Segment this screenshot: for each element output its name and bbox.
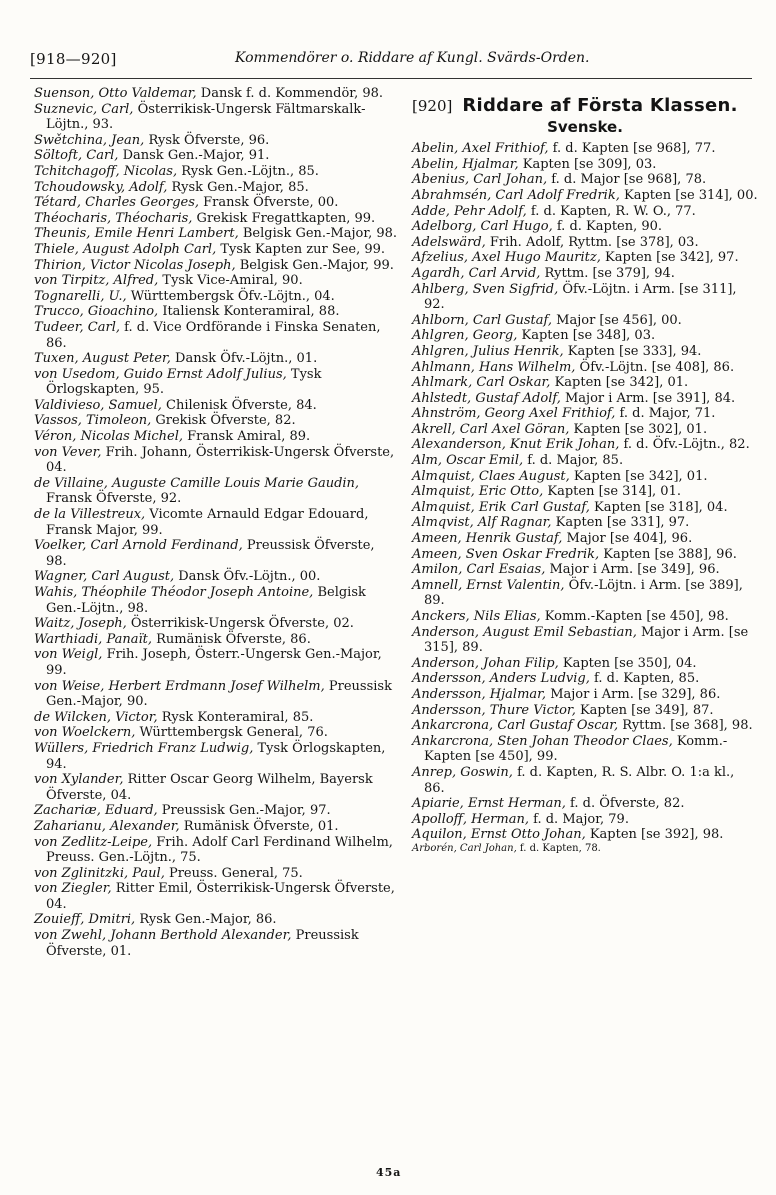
entry-detail: Kapten [se 350], 04. <box>558 655 697 671</box>
entry-name: Véron, Nicolas Michel, <box>34 429 184 445</box>
register-entry <box>34 928 398 959</box>
entry-detail: Dansk Gen.-Major, 91. <box>118 148 270 164</box>
section-number: [920] <box>412 97 453 115</box>
register-entry <box>412 406 758 422</box>
register-entry <box>412 391 758 407</box>
register-entry <box>34 242 398 258</box>
entry-name: Anderson, August Emil Sebastian, <box>412 624 637 640</box>
register-entry <box>34 320 398 351</box>
entry-name: Apolloff, Herman, <box>412 811 529 827</box>
entry-name: Wahis, Théophile Théodor Joseph Antoine, <box>34 585 314 600</box>
register-entry <box>412 687 758 703</box>
entry-detail: Preussisk Gen.-Major, 97. <box>157 803 331 819</box>
entry-detail: Kapten [se 318], 04. <box>589 499 728 515</box>
entry-detail: f. d. Vice Ordförande i Finska Senaten, 86. <box>46 319 381 351</box>
entry-detail: Dansk f. d. Kommendör, 98. <box>196 86 384 101</box>
entry-detail: Österrikisk-Ungersk Öfverste, 02. <box>126 616 354 632</box>
entry-detail: f. d. Kapten [se 968], 77. <box>548 141 716 157</box>
register-entry <box>412 671 758 687</box>
entry-name: Ahlgren, Georg, <box>412 328 518 344</box>
register-entry <box>34 367 398 398</box>
entry-name: Zachariæ, Eduard, <box>34 803 158 819</box>
register-entry <box>34 912 398 928</box>
entry-name: Amnell, Ernst Valentin, <box>412 577 565 593</box>
register-entry <box>412 282 758 313</box>
entry-detail: Rysk Gen.-Major, 85. <box>167 179 309 195</box>
entry-name: von Woelckern, <box>34 725 136 741</box>
entry-detail: Tysk Örlogskapten, 94. <box>46 740 386 772</box>
register-entry <box>412 437 758 453</box>
entry-name: Tuxen, August Peter, <box>34 351 171 367</box>
register-entry <box>34 616 398 632</box>
entry-detail: Rumänisk Öfverste, 86. <box>152 631 311 647</box>
register-entry <box>412 344 758 360</box>
register-entry <box>412 625 758 656</box>
register-entry <box>34 819 398 835</box>
register-entry <box>412 609 758 625</box>
entry-detail: f. d. Öfverste, 82. <box>565 796 685 812</box>
entry-detail: Chilenisk Öfverste, 84. <box>161 397 317 413</box>
entry-name: Swětchina, Jean, <box>34 132 145 148</box>
entry-name: von Ziegler, <box>34 881 112 897</box>
entry-name: Agardh, Carl Arvid, <box>412 265 541 281</box>
entry-name: Ahlberg, Sven Sigfrid, <box>412 281 559 297</box>
entry-name: Apiarie, Ernst Herman, <box>412 796 566 812</box>
entry-detail: Kapten [se 342], 01. <box>550 375 689 391</box>
entry-detail: f. d. Major, 71. <box>615 406 716 422</box>
entry-name: Aquilon, Ernst Otto Johan, <box>412 827 586 843</box>
entry-name: Almquist, Eric Otto, <box>412 484 544 500</box>
entry-name: Zaharianu, Alexander, <box>34 818 180 834</box>
entry-detail: Belgisk Gen.-Löjtn., 98. <box>46 585 366 616</box>
entry-name: Almquist, Claes August, <box>412 468 570 484</box>
register-entry <box>412 235 758 251</box>
entry-detail: f. d. Major [se 968], 78. <box>547 172 707 188</box>
register-entry <box>412 843 758 855</box>
register-entry <box>412 422 758 438</box>
entry-detail: Kapten [se 331], 97. <box>551 515 690 531</box>
register-entry <box>412 266 758 282</box>
register-entry <box>412 796 758 812</box>
register-entry <box>34 835 398 866</box>
entry-detail: Rysk Öfverste, 96. <box>144 132 270 148</box>
entry-detail: f. d. Kapten, R. S. Albr. O. 1:a kl., 86. <box>424 764 735 796</box>
entry-name: Anderson, Johan Filip, <box>412 655 559 671</box>
entry-name: Thiele, August Adolph Carl, <box>34 241 217 257</box>
entry-name: Ahlmann, Hans Wilhelm, <box>412 359 576 375</box>
entry-name: Waitz, Joseph, <box>34 616 127 632</box>
entry-detail: Dansk Öfv.-Löjtn., 01. <box>170 351 318 367</box>
register-entry <box>34 569 398 585</box>
entry-detail: Tysk Örlogskapten, 95. <box>46 366 322 398</box>
entry-name: von Usedom, Guido Ernst Adolf Julius, <box>34 366 287 382</box>
entry-detail: Kapten [se 348], 03. <box>517 328 656 344</box>
register-entry <box>412 515 758 531</box>
entry-name: Ahnström, Georg Axel Frithiof, <box>412 406 616 422</box>
register-entry <box>412 141 758 157</box>
entry-detail: f. d. Major, 85. <box>523 453 624 469</box>
register-entry <box>412 656 758 672</box>
entry-name: Alexanderson, Knut Erik Johan, <box>412 437 620 453</box>
register-entry <box>412 313 758 329</box>
entry-detail: Preussisk Öfverste, 98. <box>46 538 375 569</box>
entry-detail: Frih. Adolf Carl Ferdinand Wilhelm, Preuss. Gen.-Löjtn., 75. <box>46 834 393 866</box>
register-entry <box>412 204 758 220</box>
entry-detail: Preussisk Öfverste, 01. <box>46 928 359 959</box>
entry-name: Thirion, Victor Nicolas Joseph, <box>34 257 236 273</box>
entry-detail: Rysk Gen.-Major, 86. <box>135 912 277 928</box>
register-entry <box>34 351 398 367</box>
right-entries <box>412 141 758 855</box>
register-entry <box>34 632 398 648</box>
register-entry <box>34 289 398 305</box>
entry-detail: Kapten [se 302], 01. <box>569 421 708 437</box>
entry-detail: Komm.-Kapten [se 450], 99. <box>424 733 728 765</box>
entry-detail: Major i Arm. [se 349], 96. <box>545 562 720 578</box>
register-entry <box>34 226 398 242</box>
page-range: [918—920] <box>30 50 117 68</box>
register-entry <box>412 812 758 828</box>
entry-detail: Grekisk Öfverste, 82. <box>151 413 296 429</box>
entry-name: Andersson, Anders Ludvig, <box>412 671 590 687</box>
entry-name: Theunis, Emile Henri Lambert, <box>34 226 239 242</box>
entry-name: von Weigl, <box>34 647 103 663</box>
left-column <box>34 86 398 959</box>
entry-detail: f. d. Öfv.-Löjtn., 82. <box>619 437 750 453</box>
register-entry <box>412 328 758 344</box>
register-entry <box>34 86 398 102</box>
entry-name: von Zwehl, Johann Berthold Alexander, <box>34 928 292 944</box>
entry-name: Arborén, Carl Johan, <box>412 842 517 854</box>
register-entry <box>34 413 398 429</box>
register-entry <box>34 180 398 196</box>
entry-detail: Württembergsk General, 76. <box>135 725 328 741</box>
entry-name: Ameen, Henrik Gustaf, <box>412 531 563 547</box>
entry-detail: Öfv.-Löjtn. i Arm. [se 389], 89. <box>424 577 743 609</box>
entry-detail: Kapten [se 342], 01. <box>569 468 708 484</box>
entry-detail: Österrikisk-Ungersk Fältmarskalk-Löjtn., 93. <box>46 101 366 133</box>
register-entry <box>34 585 398 616</box>
entry-name: Andersson, Thure Victor, <box>412 702 576 718</box>
entry-detail: f. d. Major, 79. <box>528 811 629 827</box>
register-entry <box>412 172 758 188</box>
header-rule <box>30 78 752 79</box>
entry-name: Abenius, Carl Johan, <box>412 172 548 188</box>
entry-detail: Fransk Öfverste, 92. <box>46 491 182 507</box>
entry-detail: Fransk Öfverste, 00. <box>199 195 339 211</box>
entry-detail: Kapten [se 342], 97. <box>600 250 739 266</box>
entry-name: Zouieff, Dmitri, <box>34 912 136 928</box>
entry-name: Voelker, Carl Arnold Ferdinand, <box>34 538 243 554</box>
register-entry <box>412 500 758 516</box>
entry-name: Vassos, Timoleon, <box>34 413 152 429</box>
entry-name: Alm, Oscar Emil, <box>412 453 524 469</box>
register-entry <box>412 375 758 391</box>
entry-name: Ahlstedt, Gustaf Adolf, <box>412 390 561 406</box>
entry-detail: Öfv.-Löjtn. i Arm. [se 311], 92. <box>424 281 737 313</box>
entry-detail: Major i Arm. [se 391], 84. <box>560 390 736 406</box>
register-entry <box>34 398 398 414</box>
entry-name: Suenson, Otto Valdemar, <box>34 86 197 101</box>
register-entry <box>412 157 758 173</box>
entry-detail: Ryttm. [se 368], 98. <box>618 718 753 734</box>
register-entry <box>412 578 758 609</box>
register-entry <box>34 164 398 180</box>
entry-name: von Zedlitz-Leipe, <box>34 834 153 850</box>
entry-detail: Komm.-Kapten [se 450], 98. <box>540 609 729 624</box>
entry-name: Ahlgren, Julius Henrik, <box>412 343 564 359</box>
register-entry <box>34 725 398 741</box>
running-header <box>30 50 750 74</box>
register-entry <box>412 250 758 266</box>
entry-detail: f. d. Kapten, 85. <box>589 671 700 687</box>
entry-name: von Vever, <box>34 444 102 460</box>
entry-name: Wagner, Carl August, <box>34 569 175 585</box>
entry-name: Théocharis, Théocharis, <box>34 210 193 226</box>
entry-detail: Kapten [se 349], 87. <box>575 702 714 718</box>
entry-detail: Preuss. General, 75. <box>164 865 303 881</box>
entry-detail: Öfv.-Löjtn. [se 408], 86. <box>575 359 735 375</box>
entry-name: Ameen, Sven Oskar Fredrik, <box>412 546 600 562</box>
entry-name: Valdivieso, Samuel, <box>34 397 162 413</box>
entry-detail: Kapten [se 309], 03. <box>518 156 657 172</box>
entry-detail: Frih. Adolf, Ryttm. [se 378], 03. <box>485 234 699 250</box>
entry-name: Warthiadi, Panaït, <box>34 631 152 647</box>
register-entry <box>412 453 758 469</box>
entry-name: Ankarcrona, Carl Gustaf Oscar, <box>412 718 619 734</box>
entry-name: Abelin, Axel Frithiof, <box>412 141 549 157</box>
register-entry <box>34 273 398 289</box>
register-entry <box>34 476 398 507</box>
register-entry <box>412 718 758 734</box>
entry-detail: f. d. Kapten, 78. <box>516 842 601 854</box>
entry-detail: f. d. Kapten, R. W. O., 77. <box>526 203 696 219</box>
entry-name: Afzelius, Axel Hugo Mauritz, <box>412 250 601 266</box>
entry-name: Akrell, Carl Axel Göran, <box>412 421 570 437</box>
register-entry <box>34 445 398 476</box>
entry-name: Söltoft, Carl, <box>34 148 119 164</box>
register-entry <box>34 803 398 819</box>
entry-detail: Grekisk Fregattkapten, 99. <box>192 210 376 226</box>
entry-detail: Kapten [se 388], 96. <box>599 546 737 562</box>
register-entry <box>412 360 758 376</box>
entry-detail: Frih. Johann, Österrikisk-Ungersk Öfverste, 04. <box>46 444 395 476</box>
entry-detail: Major i Arm. [se 315], 89. <box>424 624 749 656</box>
entry-name: von Xylander, <box>34 772 124 788</box>
entry-name: Anrep, Goswin, <box>412 764 513 780</box>
entry-detail: Fransk Amiral, 89. <box>183 429 311 445</box>
running-title: Kommendörer o. Riddare af Kungl. Svärds-Orden. <box>235 50 590 66</box>
entry-name: Tétard, Charles Georges, <box>34 195 200 211</box>
entry-name: Adde, Pehr Adolf, <box>412 203 527 219</box>
register-entry <box>34 881 398 912</box>
register-entry <box>412 765 758 796</box>
register-entry <box>34 195 398 211</box>
entry-name: von Zglinitzki, Paul, <box>34 865 165 881</box>
register-entry <box>412 734 758 765</box>
entry-name: Adelswärd, <box>412 234 486 250</box>
entry-name: von Tirpitz, Alfred, <box>34 273 159 289</box>
register-entry <box>34 679 398 710</box>
entry-name: von Weise, Herbert Erdmann Josef Wilhelm, <box>34 678 325 694</box>
subheading: Svenske. <box>547 117 623 136</box>
entry-name: Andersson, Hjalmar, <box>412 686 547 702</box>
register-entry <box>412 562 758 578</box>
entry-detail: Kapten [se 314], 00. <box>619 187 758 203</box>
register-entry <box>34 538 398 569</box>
entry-name: Amilon, Carl Esaias, <box>412 562 546 578</box>
entry-name: Almqvist, Alf Ragnar, <box>412 515 552 531</box>
entry-detail: Ryttm. [se 379], 94. <box>540 265 675 281</box>
register-entry <box>34 647 398 678</box>
register-entry <box>34 866 398 882</box>
register-entry <box>412 827 758 843</box>
register-entry <box>34 772 398 803</box>
register-entry <box>412 703 758 719</box>
register-entry <box>412 469 758 485</box>
register-entry <box>34 304 398 320</box>
entry-name: Ahlborn, Carl Gustaf, <box>412 312 553 328</box>
section-heading <box>412 95 758 116</box>
register-entry <box>34 710 398 726</box>
section-title: Riddare af Första Klassen. <box>462 95 738 116</box>
entry-detail: Dansk Öfv.-Löjtn., 00. <box>174 569 321 585</box>
register-entry <box>34 102 398 133</box>
entry-detail: Rumänisk Öfverste, 01. <box>179 818 339 834</box>
entry-detail: Württembergsk Öfv.-Löjtn., 04. <box>126 288 335 304</box>
entry-name: Anckers, Nils Elias, <box>412 609 541 624</box>
right-column <box>412 86 758 855</box>
entry-name: de Villaine, Auguste Camille Louis Marie Gaudin, <box>34 475 360 491</box>
entry-detail: Kapten [se 392], 98. <box>585 827 724 843</box>
entry-detail: Kapten [se 333], 94. <box>563 343 702 359</box>
register-entry <box>34 148 398 164</box>
entry-name: Tchitchagoff, Nicolas, <box>34 163 178 179</box>
entry-name: de la Villestreux, <box>34 507 146 523</box>
entry-name: Adelborg, Carl Hugo, <box>412 219 553 235</box>
register-entry <box>412 531 758 547</box>
entry-name: Tchoudowsky, Adolf, <box>34 179 168 195</box>
entry-detail: Frih. Joseph, Österr.-Ungersk Gen.-Major, 99. <box>46 647 382 678</box>
register-entry <box>34 429 398 445</box>
entry-detail: Ritter Oscar Georg Wilhelm, Bayersk Öfverste, 04. <box>46 772 373 803</box>
entry-detail: Vicomte Arnauld Edgar Edouard, Fransk Major, 99. <box>46 507 369 538</box>
entry-detail: Major [se 456], 00. <box>552 312 682 328</box>
entry-detail: Major [se 404], 96. <box>562 531 693 547</box>
register-entry <box>412 547 758 563</box>
entry-name: Trucco, Gioachino, <box>34 304 159 320</box>
entry-detail: f. d. Kapten, 90. <box>552 219 663 235</box>
entry-detail: Belgisk Gen.-Major, 98. <box>238 226 398 242</box>
entry-detail: Belgisk Gen.-Major, 99. <box>235 257 394 273</box>
register-entry <box>412 484 758 500</box>
entry-name: Tognarelli, U., <box>34 288 127 304</box>
entry-detail: Kapten [se 314], 01. <box>543 484 681 500</box>
entry-name: de Wilcken, Victor, <box>34 709 158 725</box>
entry-name: Abelin, Hjalmar, <box>412 156 519 172</box>
entry-detail: Preussisk Gen.-Major, 90. <box>46 678 392 710</box>
entry-detail: Major i Arm. [se 329], 86. <box>546 686 721 702</box>
entry-name: Tudeer, Carl, <box>34 319 121 335</box>
entry-detail: Rysk Gen.-Löjtn., 85. <box>177 163 319 179</box>
register-entry <box>34 258 398 274</box>
entry-name: Ankarcrona, Sten Johan Theodor Claes, <box>412 733 673 749</box>
register-entry <box>34 507 398 538</box>
entry-detail: Tysk Kapten zur See, 99. <box>216 241 386 257</box>
entry-name: Abrahmsén, Carl Adolf Fredrik, <box>412 187 620 203</box>
entry-detail: Ritter Emil, Österrikisk-Ungersk Öfverste, 04. <box>46 881 395 912</box>
register-entry <box>412 219 758 235</box>
entry-detail: Tysk Vice-Amiral, 90. <box>158 273 303 289</box>
entry-name: Almquist, Erik Carl Gustaf, <box>412 499 590 515</box>
register-entry <box>34 211 398 227</box>
register-entry <box>34 741 398 772</box>
register-entry <box>34 133 398 149</box>
entry-name: Suznevic, Carl, <box>34 101 134 117</box>
page-number: 45a <box>376 1166 402 1179</box>
register-entry <box>412 188 758 204</box>
entry-detail: Italiensk Konteramiral, 88. <box>158 304 340 320</box>
entry-name: Wüllers, Friedrich Franz Ludwig, <box>34 740 254 756</box>
entry-name: Ahlmark, Carl Oskar, <box>412 375 551 391</box>
entry-detail: Rysk Konteramiral, 85. <box>157 709 314 725</box>
